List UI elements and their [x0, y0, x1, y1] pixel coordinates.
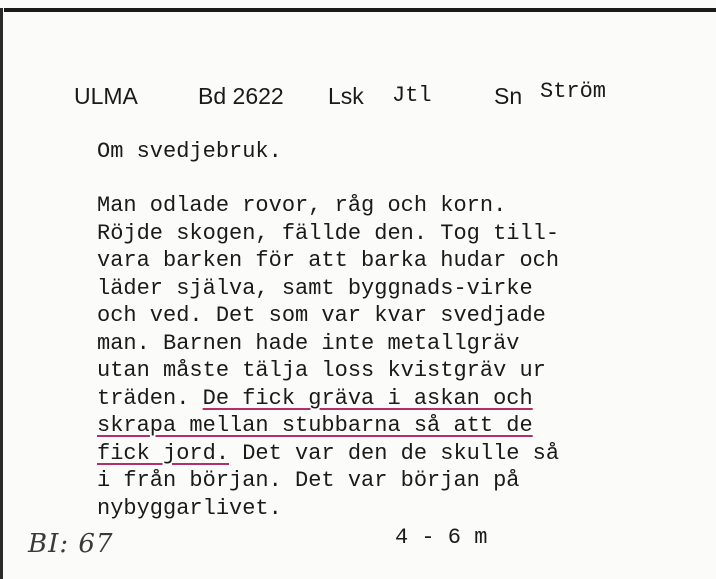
- underlined-passage: fick jord.: [97, 440, 230, 466]
- body-line: i från början. Det var början på: [97, 468, 520, 493]
- province-label: Lsk: [328, 83, 364, 109]
- left-border-line: [0, 8, 3, 579]
- body-line: Man odlade rovor, råg och korn.: [97, 193, 507, 218]
- province-value: Jtl: [392, 83, 432, 108]
- top-border-line: [4, 8, 716, 12]
- body-text-plain: Det var den de skulle så: [229, 440, 560, 466]
- body-line: utan måste tälja loss kvistgräv ur: [97, 358, 546, 383]
- document-title: Om svedjebruk.: [97, 139, 282, 164]
- underlined-passage: skrapa mellan stubbarna så att de: [97, 413, 533, 438]
- document-body: [97, 192, 697, 522]
- volume-number: Bd 2622: [198, 83, 284, 109]
- body-line: man. Barnen hade inte metallgräv: [97, 330, 520, 356]
- underlined-passage: De fick gräva i askan och: [202, 385, 533, 411]
- body-line: nybyggarlivet.: [97, 495, 282, 521]
- handwritten-note: BI: 67: [28, 529, 114, 559]
- body-line: [97, 385, 697, 413]
- card-header: [74, 78, 674, 114]
- body-line: och ved. Det som var kvar svedjade: [97, 303, 546, 328]
- body-line: vara barken för att barka hudar och: [97, 248, 560, 273]
- archive-code: ULMA: [74, 83, 138, 109]
- body-line: [97, 412, 697, 440]
- body-line: läder själva, samt byggnads-virke: [97, 275, 533, 301]
- body-text-plain: träden.: [97, 385, 203, 411]
- body-line: Röjde skogen, fällde den. Tog till-: [97, 220, 560, 246]
- parish-label: Sn: [494, 83, 523, 109]
- page-reference: 4 - 6 m: [395, 525, 488, 550]
- body-line: [97, 440, 697, 468]
- parish-value: Ström: [540, 79, 607, 104]
